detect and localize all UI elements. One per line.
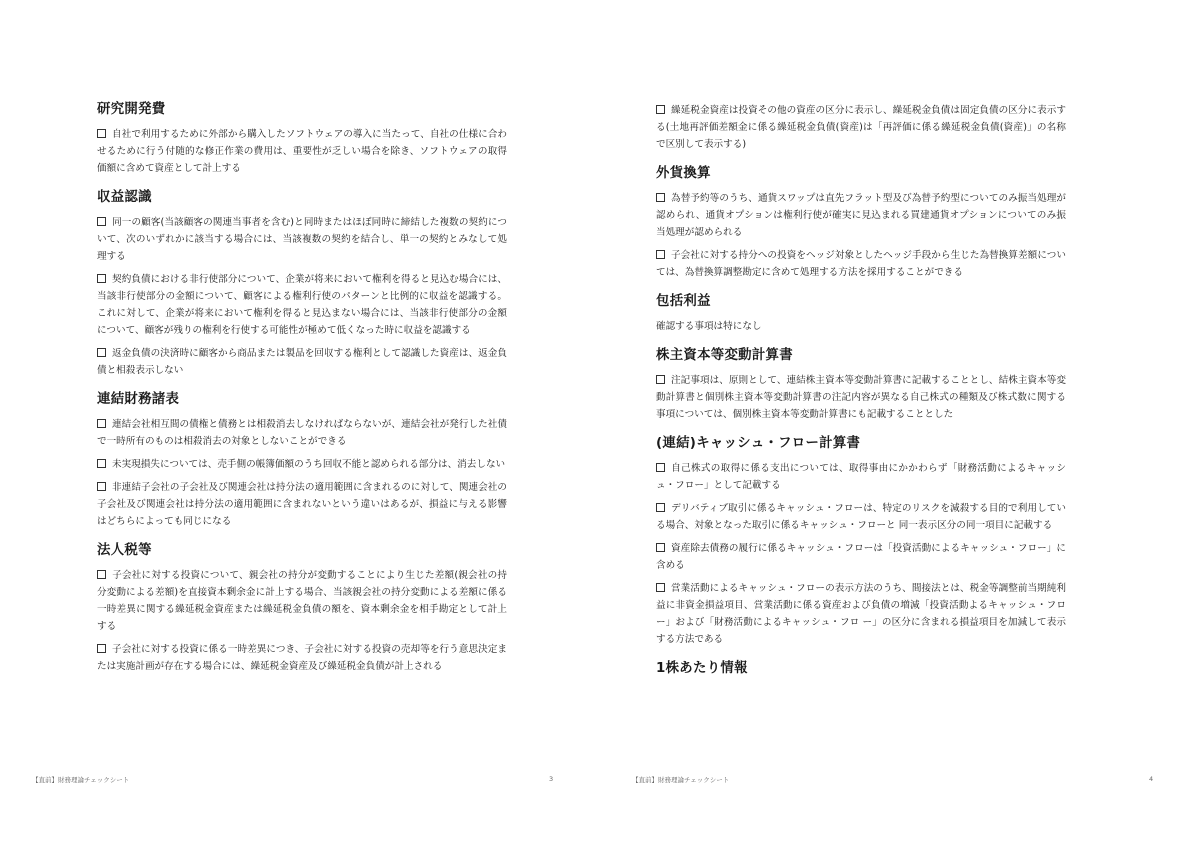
checklist-item bbox=[656, 580, 1066, 648]
section bbox=[97, 100, 507, 177]
section-heading: 研究開発費 bbox=[97, 102, 166, 117]
checklist-item-text: 子会社に対する投資に係る一時差異につき、子会社に対する投資の売却等を行う意思決定または実施計画が存在する場合には、繰延税金資産及び繰延税金負債が計上される bbox=[97, 644, 507, 672]
section bbox=[656, 434, 1066, 648]
checkbox-icon[interactable] bbox=[97, 217, 106, 226]
checklist-item-text: 返金負債の決済時に顧客から商品または製品を回収する権利として認識した資産は、返金負債と相殺表示しない bbox=[97, 348, 507, 376]
checkbox-icon[interactable] bbox=[656, 543, 665, 552]
checkbox-icon[interactable] bbox=[656, 250, 665, 259]
checklist-item bbox=[97, 456, 507, 473]
section-heading: 外貨換算 bbox=[656, 166, 711, 181]
checklist-item-text: 資産除去債務の履行に係るキャッシュ・フローは「投資活動によるキャッシュ・フロー」に含める bbox=[656, 543, 1066, 571]
page-number: 3 bbox=[549, 775, 554, 783]
checklist-item bbox=[97, 479, 507, 530]
checklist-item-text: デリバティブ取引に係るキャッシュ・フローは、特定のリスクを減殺する目的で利用している場合、対象となった取引に係るキャッシュ・フローと 同一表示区分の同一項目に記載する bbox=[656, 503, 1066, 531]
checklist-item-text: 非連結子会社の子会社及び関連会社は持分法の適用範囲に含まれるのに対して、関連会社の子会社及び関連会社は持分法の適用範囲に含まれないという違いはあるが、損益に与える影響はどちらによっても同じになる bbox=[97, 482, 507, 527]
section-heading: 法人税等 bbox=[97, 543, 152, 558]
checklist-item-text: 契約負債における非行使部分について、企業が将来において権利を得ると見込む場合には、当該非行使部分の金額について、顧客による権利行使のパターンと比例的に収益を認識する。これに対して、企業が将来において権利を得ると見込まない場合には、当該非行使部分の金額について、顧客が残りの権利を行使する可能性が極めて低くなった時に収益を認識する bbox=[97, 274, 507, 336]
checklist-item bbox=[656, 540, 1066, 574]
section-heading: 収益認識 bbox=[97, 190, 152, 205]
checklist-item bbox=[97, 641, 507, 675]
section bbox=[97, 390, 507, 530]
checklist-item-text: 自己株式の取得に係る支出については、取得事由にかかわらず「財務活動によるキャッシュ・フロー」として記載する bbox=[656, 463, 1066, 491]
checklist-item bbox=[97, 416, 507, 450]
checklist-item bbox=[656, 190, 1066, 241]
checklist-item-text: 未実現損失については、売手側の帳簿価額のうち回収不能と認められる部分は、消去しない bbox=[112, 459, 506, 470]
checklist-item bbox=[656, 500, 1066, 534]
checkbox-icon[interactable] bbox=[97, 459, 106, 468]
checklist-item-text: 子会社に対する持分への投資をヘッジ対象としたヘッジ手段から生じた為替換算差額については、為替換算調整勘定に含めて処理する方法を採用することができる bbox=[656, 250, 1066, 278]
section bbox=[97, 188, 507, 379]
checkbox-icon[interactable] bbox=[97, 129, 106, 138]
footer-title: 【直前】財務理論チェックシート bbox=[632, 776, 730, 784]
section-heading: 連結財務諸表 bbox=[97, 392, 180, 407]
checklist-item-text: 注記事項は、原則として、連結株主資本等変動計算書に記載することとし、結株主資本等変動計算書と個別株主資本等変動計算書の注記内容が異なる自己株式の種類及び株式数に関する事項については、個別株主資本等変動計算書にも記載することとした bbox=[656, 375, 1066, 420]
checklist-item bbox=[97, 271, 507, 339]
checkbox-icon[interactable] bbox=[97, 274, 106, 283]
checkbox-icon[interactable] bbox=[97, 348, 106, 357]
checkbox-icon[interactable] bbox=[656, 375, 665, 384]
checklist-item-text: 子会社に対する投資について、親会社の持分が変動することにより生じた差額(親会社の持分変動による差額)を直接資本剰余金に計上する場合、当該親会社の持分変動による差額に係る一時差異に関する繰延税金資産または繰延税金負債の額を、資本剰余金を相手勘定として計上する bbox=[97, 570, 507, 632]
section-heading: (連結)キャッシュ・フロー計算書 bbox=[656, 436, 861, 451]
page-3-content bbox=[97, 100, 507, 686]
page-4-content bbox=[656, 102, 1066, 690]
checkbox-icon[interactable] bbox=[656, 463, 665, 472]
checklist-item-text: 為替予約等のうち、通貨スワップは直先フラット型及び為替予約型についてのみ振当処理が認められ、通貨オプションは権利行使が確実に見込まれる買建通貨オプションについてのみ振当処理が認められる bbox=[656, 193, 1066, 238]
checkbox-icon[interactable] bbox=[656, 503, 665, 512]
checklist-item bbox=[97, 126, 507, 177]
checklist-item-text: 連結会社相互間の債権と債務とは相殺消去しなければならないが、連結会社が発行した社債で一時所有のものは相殺消去の対象としないことができる bbox=[97, 419, 507, 447]
section-heading: 包括利益 bbox=[656, 294, 711, 309]
section bbox=[656, 659, 1066, 679]
checklist-item bbox=[97, 567, 507, 635]
checklist-item bbox=[656, 460, 1066, 494]
section bbox=[656, 292, 1066, 335]
section-continued bbox=[656, 102, 1066, 153]
checklist-item-text: 営業活動によるキャッシュ・フローの表示方法のうち、間接法とは、税金等調整前当期純利益に非資金損益項目、営業活動に係る資産および負債の増減「投資活動よるキャッシュ・フロー」および「財務活動によるキャッシュ・フロ ー」の区分に含まれる損益項目を加減して表示する方法である bbox=[656, 583, 1066, 645]
checklist-item bbox=[97, 345, 507, 379]
checklist-item-text: 自社で利用するために外部から購入したソフトウェアの導入に当たって、自社の仕様に合わせるために行う付随的な修正作業の費用は、重要性が乏しい場合を除き、ソフトウェアの取得価額に含めて資産として計上する bbox=[97, 129, 507, 174]
section-heading: 1株あたり情報 bbox=[656, 661, 748, 676]
section bbox=[656, 164, 1066, 281]
checklist-item-text: 繰延税金資産は投資その他の資産の区分に表示し、繰延税金負債は固定負債の区分に表示する(土地再評価差額金に係る繰延税金負債(資産)は「再評価に係る繰延税金負債(資産)」の名称で区別して表示する) bbox=[656, 105, 1066, 150]
checkbox-icon[interactable] bbox=[656, 583, 665, 592]
checklist-item bbox=[656, 102, 1066, 153]
checkbox-icon[interactable] bbox=[97, 570, 106, 579]
section-note: 確認する事項は特になし bbox=[656, 321, 762, 332]
section bbox=[656, 346, 1066, 423]
checklist-item bbox=[656, 372, 1066, 423]
checkbox-icon[interactable] bbox=[656, 193, 665, 202]
section bbox=[97, 541, 507, 675]
section-heading: 株主資本等変動計算書 bbox=[656, 348, 793, 363]
page-number: 4 bbox=[1149, 775, 1154, 783]
checklist-item bbox=[97, 214, 507, 265]
checkbox-icon[interactable] bbox=[97, 419, 106, 428]
footer-title: 【直前】財務理論チェックシート bbox=[32, 776, 130, 784]
page-4 bbox=[600, 0, 1200, 848]
checklist-item-text: 同一の顧客(当該顧客の関連当事者を含む)と同時またはほぼ同時に締結した複数の契約について、次のいずれかに該当する場合には、当該複数の契約を結合し、単一の契約とみなして処理する bbox=[97, 217, 507, 262]
checkbox-icon[interactable] bbox=[656, 105, 665, 114]
checkbox-icon[interactable] bbox=[97, 482, 106, 491]
checkbox-icon[interactable] bbox=[97, 644, 106, 653]
checklist-item bbox=[656, 247, 1066, 281]
